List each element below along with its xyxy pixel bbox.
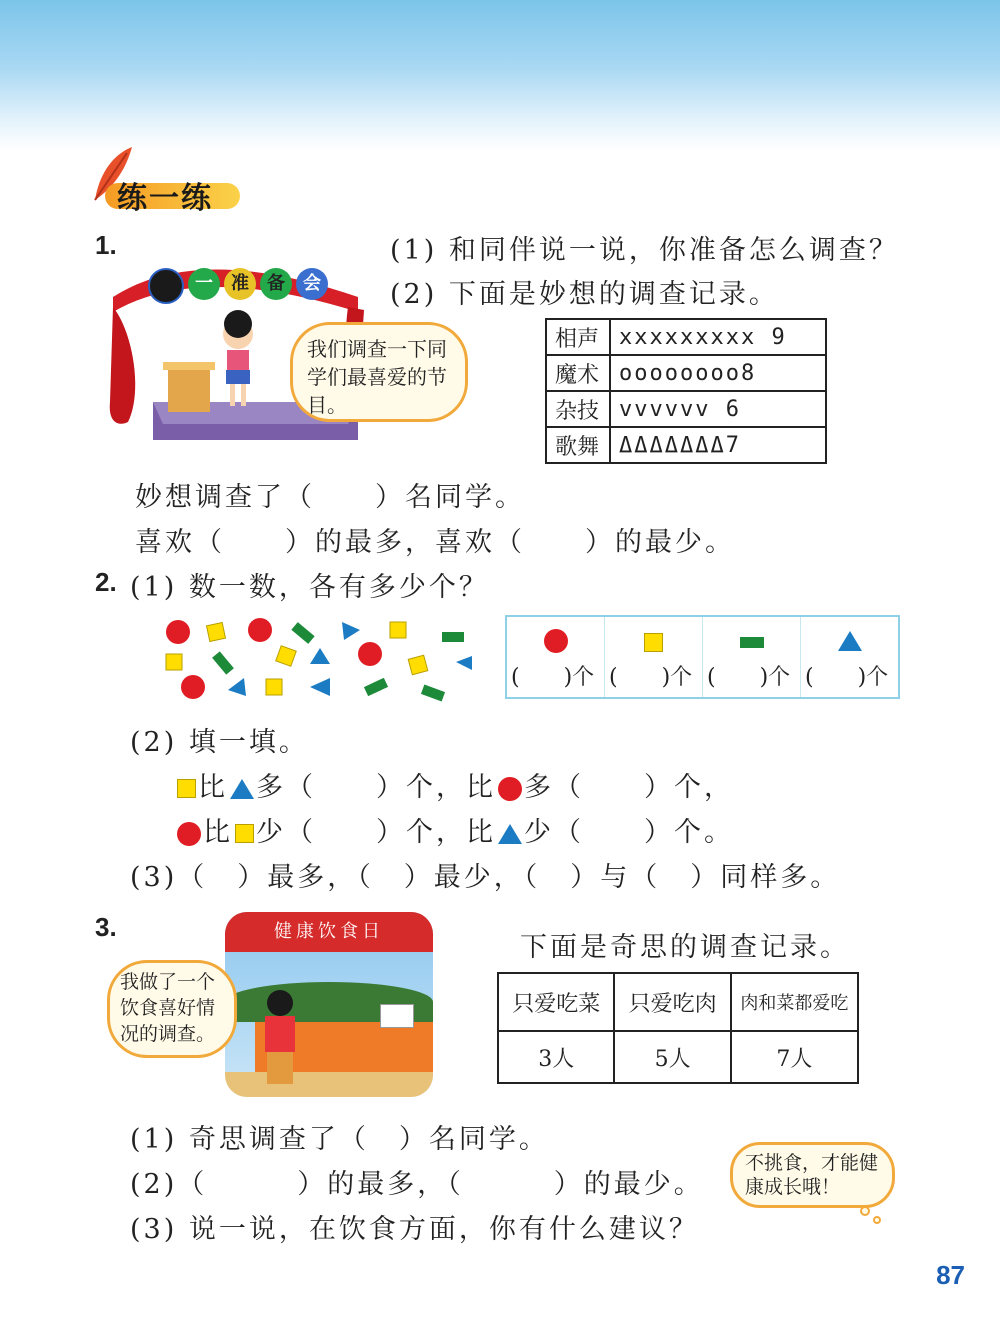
circle-shape [248, 618, 272, 642]
count-table [505, 615, 900, 699]
arch-char: 一 [188, 268, 220, 300]
record-label: 相声 [546, 319, 610, 355]
stall-floor [225, 1072, 433, 1097]
fill-text: 比 [466, 772, 496, 803]
count-cell-square [605, 617, 703, 697]
q1-part1: (1) 和同伴说一说，你准备怎么调查？ [390, 235, 899, 266]
q3-part2: (2)（ ）的最多，（ ）的最少。 [130, 1169, 704, 1200]
q3-part3: (3) 说一说，在饮食方面，你有什么建议？ [130, 1214, 699, 1245]
q3-part1: (1) 奇思调查了（ ）名同学。 [130, 1124, 549, 1155]
q1-part2: (2) 下面是妙想的调查记录。 [390, 279, 779, 310]
q2-fill-row-a [175, 765, 734, 804]
ballot-box [380, 1004, 414, 1028]
rect-shape [212, 651, 234, 674]
question-1-number: 1. [95, 230, 117, 260]
record-marks: ΔΔΔΔΔΔΔ7 [610, 427, 826, 463]
triangle-shape [310, 648, 330, 664]
arch-sign [148, 268, 328, 304]
triangle-icon [838, 631, 862, 651]
count-cell-circle [507, 617, 605, 697]
circle-shape [166, 620, 190, 644]
tip-bubble: 不挑食，才能健康成长哦！ [730, 1142, 895, 1208]
table-row [546, 427, 826, 463]
count-blank: ( )个 [805, 665, 889, 690]
q2-part1: (1) 数一数，各有多少个？ [130, 572, 489, 603]
fill-text: 多（ ）个， [256, 772, 466, 803]
arch-char: 会 [296, 268, 328, 300]
table-cell: 7人 [731, 1031, 858, 1083]
square-shape [166, 654, 182, 670]
record-label: 魔术 [546, 355, 610, 391]
q2-part2: (2) 填一填。 [130, 727, 309, 758]
table-header: 只爱吃菜 [498, 973, 614, 1031]
table-row [498, 973, 858, 1031]
count-blank: ( )个 [707, 665, 791, 690]
count-blank: ( )个 [511, 665, 595, 690]
rect-shape [442, 632, 464, 642]
fill-text: 多（ ）个， [524, 772, 734, 803]
triangle-shape [228, 678, 246, 696]
q2-part3: (3)（ ）最多，（ ）最少，（ ）与（ ）同样多。 [130, 862, 841, 893]
square-shape [207, 623, 226, 642]
table-row [546, 391, 826, 427]
q1-speech-bubble: 我们调查一下同学们最喜爱的节目。 [290, 322, 468, 422]
scattered-shapes [160, 612, 480, 707]
tip-bubble-tail [855, 1205, 895, 1230]
count-cell-rect [703, 617, 801, 697]
q1-line2: 喜欢（ ）的最多，喜欢（ ）的最少。 [135, 527, 735, 558]
boy-body [265, 1016, 295, 1052]
fill-text: 少（ ）个。 [524, 817, 734, 848]
square-shape [266, 679, 282, 695]
question-3-number: 3. [95, 912, 117, 942]
table-cell: 5人 [614, 1031, 730, 1083]
table-row [546, 319, 826, 355]
circle-icon [544, 629, 568, 653]
fill-text: 比 [466, 817, 496, 848]
square-shape [390, 622, 406, 638]
question-2-number: 2. [95, 567, 117, 597]
arch-dot-icon [148, 268, 184, 304]
triangle-shape [310, 678, 330, 696]
circle-shape [181, 675, 205, 699]
square-icon [235, 824, 254, 843]
record-marks: oooooooo8 [610, 355, 826, 391]
triangle-shape [342, 622, 360, 640]
circle-shape [358, 642, 382, 666]
sky-header-background [0, 0, 1000, 150]
fill-text: 比 [198, 772, 228, 803]
table-header: 肉和菜都爱吃 [731, 973, 858, 1031]
triangle-shape [456, 656, 472, 670]
rect-shape [421, 685, 445, 702]
stall-banner: 健康饮食日 [225, 912, 433, 952]
count-blank: ( )个 [609, 665, 693, 690]
food-stall-illustration [225, 912, 433, 1097]
fill-text: 少（ ）个， [256, 817, 466, 848]
table-header: 只爱吃肉 [614, 973, 730, 1031]
arch-char: 备 [260, 268, 292, 300]
food-survey-table [497, 972, 859, 1084]
square-shape [276, 646, 297, 667]
boy-head [267, 990, 293, 1016]
circle-icon [498, 777, 522, 801]
record-marks: vvvvvv 6 [610, 391, 826, 427]
square-shape [408, 655, 428, 675]
table-cell: 3人 [498, 1031, 614, 1083]
table-row [546, 355, 826, 391]
q3-speech-bubble: 我做了一个饮食喜好情况的调查。 [107, 960, 237, 1058]
table-row [498, 1031, 858, 1083]
rect-shape [364, 678, 388, 696]
fill-text: 比 [203, 817, 233, 848]
boy-legs [267, 1052, 293, 1084]
page-number: 87 [936, 1260, 965, 1290]
q1-line1: 妙想调查了（ ）名同学。 [135, 482, 525, 513]
section-title [95, 165, 245, 215]
circle-icon [177, 822, 201, 846]
rect-shape [291, 622, 314, 644]
record-label: 歌舞 [546, 427, 610, 463]
triangle-icon [230, 779, 254, 799]
record-marks: xxxxxxxxx 9 [610, 319, 826, 355]
survey-record-table [545, 318, 827, 464]
rect-icon [740, 637, 764, 648]
square-icon [177, 779, 196, 798]
section-title-text: 练一练 [117, 181, 213, 216]
record-label: 杂技 [546, 391, 610, 427]
arch-char: 准 [224, 268, 256, 300]
square-icon [644, 633, 663, 652]
q2-fill-row-b [175, 810, 734, 849]
q3-intro: 下面是奇思的调查记录。 [520, 932, 850, 963]
count-cell-triangle [801, 617, 898, 697]
triangle-icon [498, 824, 522, 844]
